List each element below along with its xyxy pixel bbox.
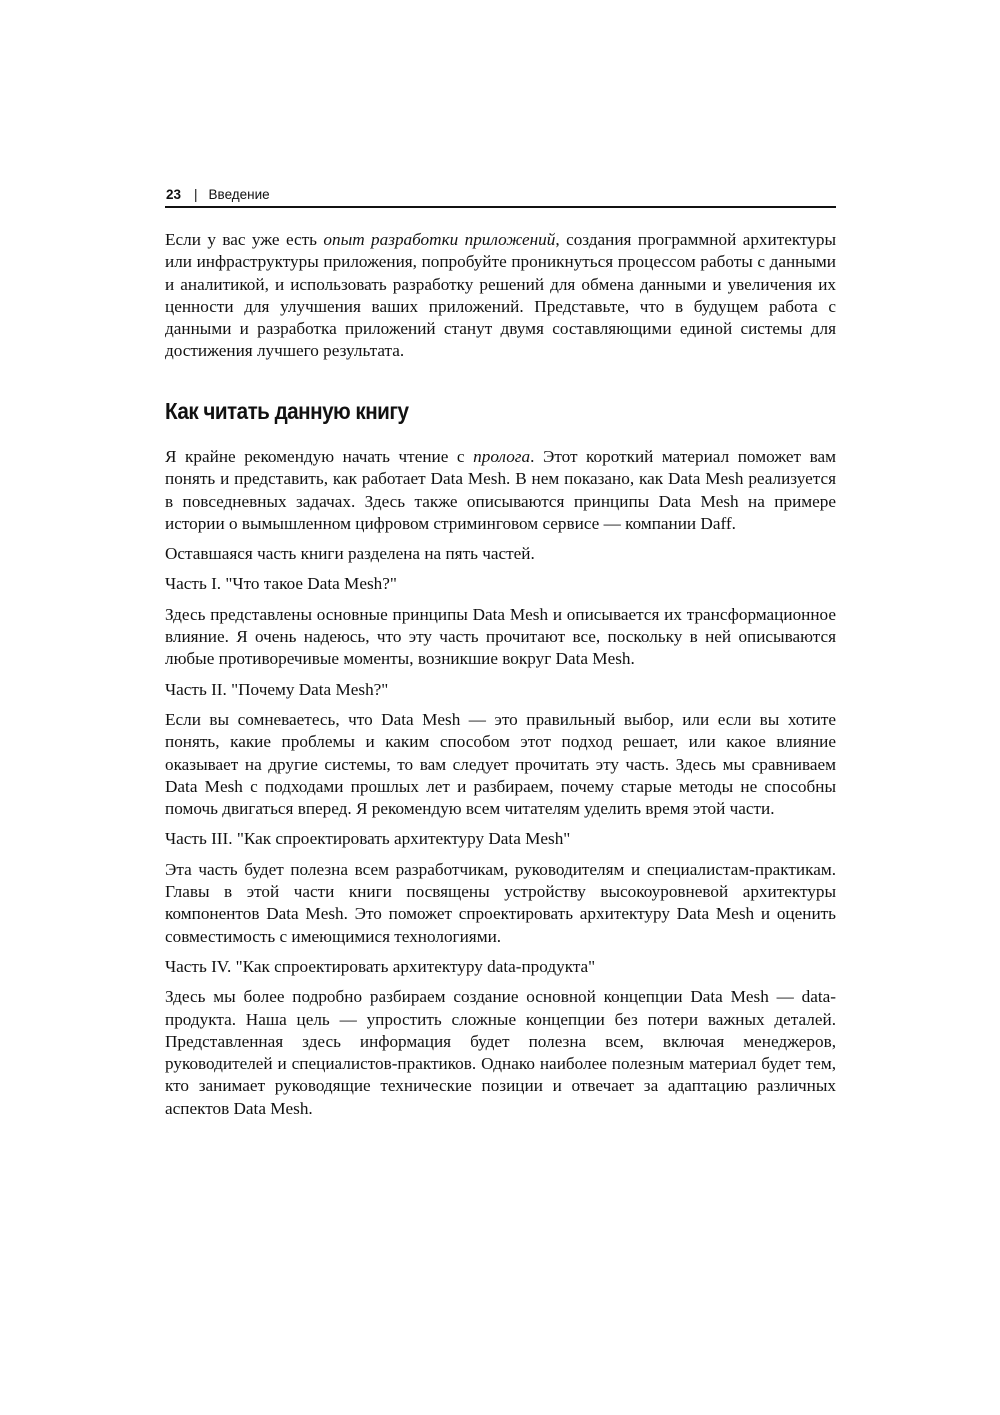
- part-title: Часть I. "Что такое Data Mesh?": [165, 574, 397, 594]
- lead-text-end: . Этот короткий материал поможет вам понять и представить, как работает Data Mesh. В нем показано, как Data Mesh реализуется в повседневных задачах. Здесь также описываются принципы Data Mesh на примере истории о вымышленном цифровом стриминговом сервисе — компании Daff.: [165, 447, 836, 533]
- header-separator: |: [194, 187, 198, 202]
- intro-emphasis: опыт разработки приложений: [323, 230, 556, 249]
- part-title: Часть IV. "Как спроектировать архитектуру data-продукта": [165, 956, 596, 976]
- part-title: Часть II. "Почему Data Mesh?": [165, 679, 389, 699]
- intro-text-start: Если у вас уже есть: [165, 230, 324, 249]
- part-description: Здесь мы более подробно разбираем создание основной концепции Data Mesh — data-продукта. Наша цель — упростить сложные концепции без потери важных деталей. Представленная здесь информация будет полезна всем, включая менеджеров, руководителей и специалистов-практиков. Однако наиболее полезным материал будет тем, кто занимает руководящие технические позиции и отвечает за адаптацию различных аспектов Data Mesh.: [165, 987, 836, 1118]
- lead-paragraph: [165, 446, 836, 535]
- part-title: Часть III. "Как спроектировать архитектуру Data Mesh": [165, 829, 571, 849]
- intro-text-end: , создания программной архитектуры или инфраструктуры приложения, попробуйте проникнуться процессом работы с данными и аналитикой, и использовать разработку решений для обмена данными и увеличения их ценности для улучшения ваших приложений. Представьте, что в будущем работа с данными и разработка приложений станут двумя составляющими единой системы для достижения лучшего результата.: [165, 230, 836, 361]
- section-body: [165, 446, 836, 1120]
- section-heading: Как читать данную книгу: [165, 398, 409, 424]
- part-description: Эта часть будет полезна всем разработчикам, руководителям и специалистам-практикам. Главы в этой части книги посвящены устройству высокоуровневой архитектуры компонентов Data Mesh. Это поможет спроектировать архитектуру Data Mesh и оценить совместимость с имеющимися технологиями.: [165, 859, 836, 946]
- intro-paragraph: [165, 229, 836, 363]
- page-number: 23: [166, 187, 182, 202]
- lead-text-start: Я крайне рекомендую начать чтение с: [165, 447, 474, 466]
- lead-emphasis: пролога: [473, 447, 531, 466]
- part-description: Если вы сомневаетесь, что Data Mesh — это правильный выбор, или если вы хотите понять, какие проблемы и каким способом этот подход решает, или какое влияние оказывает на другие системы, то вам следует прочитать эту часть. Здесь мы сравниваем Data Mesh с подходами прошлых лет и разбираем, почему старые методы не способны помочь двигаться вперед. Я рекомендую всем читателям уделить время этой части.: [165, 709, 836, 819]
- running-head: [165, 187, 836, 208]
- part-description: Здесь представлены основные принципы Data Mesh и описывается их трансформационное влияние. Я очень надеюсь, что эту часть прочитают все, поскольку в ней описываются любые противоречивые моменты, возникшие вокруг Data Mesh.: [165, 604, 836, 669]
- chapter-title: Введение: [208, 187, 270, 202]
- parts-intro: Оставшаяся часть книги разделена на пять частей.: [165, 544, 535, 564]
